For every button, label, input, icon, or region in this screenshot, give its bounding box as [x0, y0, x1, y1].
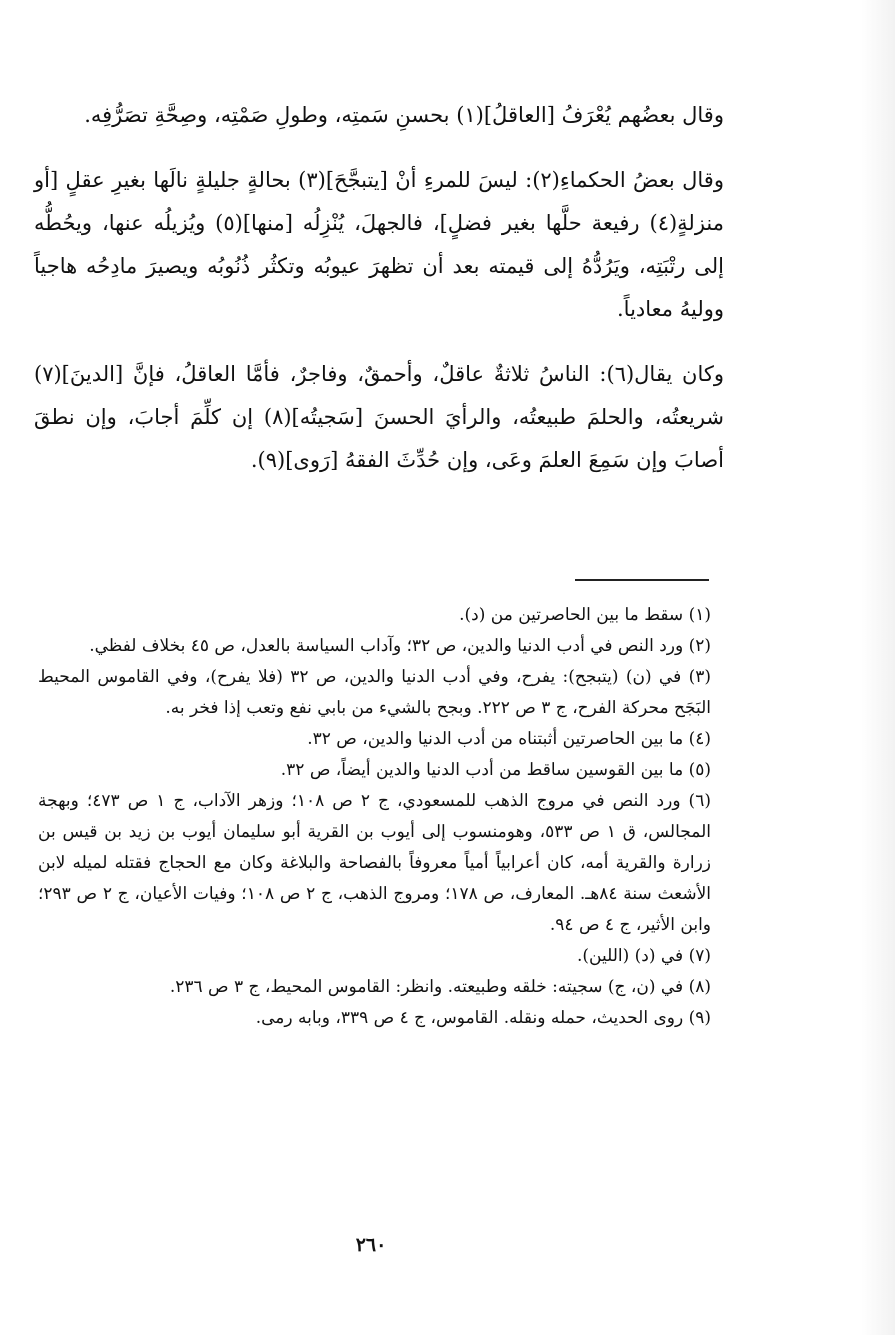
footnotes	[38, 600, 711, 1034]
footnote-separator	[575, 579, 709, 581]
paragraph-1: وقال بعضُهم يُعْرَفُ [العاقلُ](١) بحسنِ سَمتِه، وطولِ صَمْتِه، وصِحَّةِ تصَرُّفِه.	[84, 103, 724, 127]
footnote-3: (٣) في (ن) (يتبجح): يفرح، وفي أدب الدنيا والدين، ص ٣٢ (فلا يفرح)، وفي القاموس المحيط البَجَح محركة الفرح، ج ٣ ص ٢٢٢. وبجح بالشيء من بابي نفع وتعب إذا فخر به.	[38, 667, 711, 718]
page-number: ٢٦٠	[355, 1234, 387, 1256]
footnote-8: (٨) في (ن، ج) سجيته: خلقه وطبيعته. وانظر: القاموس المحيط، ج ٣ ص ٢٣٦.	[169, 977, 711, 997]
footnote-5: (٥) ما بين القوسين ساقط من أدب الدنيا والدين أيضاً، ص ٣٢.	[280, 760, 711, 780]
footnote-9: (٩) روى الحديث، حمله ونقله. القاموس، ج ٤ ص ٣٣٩، وبابه رمى.	[255, 1008, 711, 1028]
paragraph-3: وكان يقال(٦): الناسُ ثلاثةٌ عاقلٌ، وأحمقٌ، وفاجرٌ، فأمَّا العاقلُ، فإنَّ [الدينَ](٧) شريعتُه، والحلمَ طبيعتُه، والرأيَ الحسنَ [سَجيتُه](٨) إن كلِّمَ أجابَ، وإن نطقَ أصابَ وإن سَمِعَ العلمَ وعَى، وإن حُدِّثَ الفقهُ [رَوى](٩).	[34, 362, 724, 472]
footnote-6: (٦) ورد النص في مروج الذهب للمسعودي، ج ٢ ص ١٠٨؛ وزهر الآداب، ج ١ ص ٤٧٣؛ وبهجة المجالس، ق ١ ص ٥٣٣، وهومنسوب إلى أيوب بن القرية أبو سليمان أيوب بن زيد بن قيس بن زرارة والقرية أمه، كان أعرابياً أمياً معروفاً بالفصاحة والبلاغة وكان مع الحجاج فقتله لميله لابن الأشعث سنة ٨٤هـ. المعارف، ص ١٧٨؛ ومروج الذهب، ج ٢ ص ١٠٨؛ وفيات الأعيان، ج ٢ ص ٢٩٣؛ وابن الأثير، ج ٤ ص ٩٤.	[38, 791, 711, 935]
main-text	[34, 94, 724, 504]
footnote-2: (٢) ورد النص في أدب الدنيا والدين، ص ٣٢؛ وآداب السياسة بالعدل، ص ٤٥ بخلاف لفظي.	[89, 636, 711, 656]
footnote-7: (٧) في (د) (اللين).	[576, 946, 711, 966]
footnote-4: (٤) ما بين الحاصرتين أثبتناه من أدب الدنيا والدين، ص ٣٢.	[307, 729, 711, 749]
scan-edge	[861, 0, 895, 1335]
footnote-1: (١) سقط ما بين الحاصرتين من (د).	[459, 605, 711, 625]
paragraph-2: وقال بعضُ الحكماءِ(٢): ليسَ للمرءِ أنْ [يتبجَّحَ](٣) بحالةٍ جليلةٍ نالَها بغيرِ عقلٍ [أو منزلةٍ(٤) رفيعة حلَّها بغير فضلٍ]، فالجهلَ، يُنْزِلُه [منها](٥) ويُزيلُه عنها، ويحُطُّه إلى رتْبَتِه، ويَرُدُّهُ إلى قيمته بعد أن تظهرَ عيوبُه وتكثُر ذُنُوبُه ويصيرَ مادِحُه هاجياً ووليهُ معادياً.	[34, 168, 724, 321]
